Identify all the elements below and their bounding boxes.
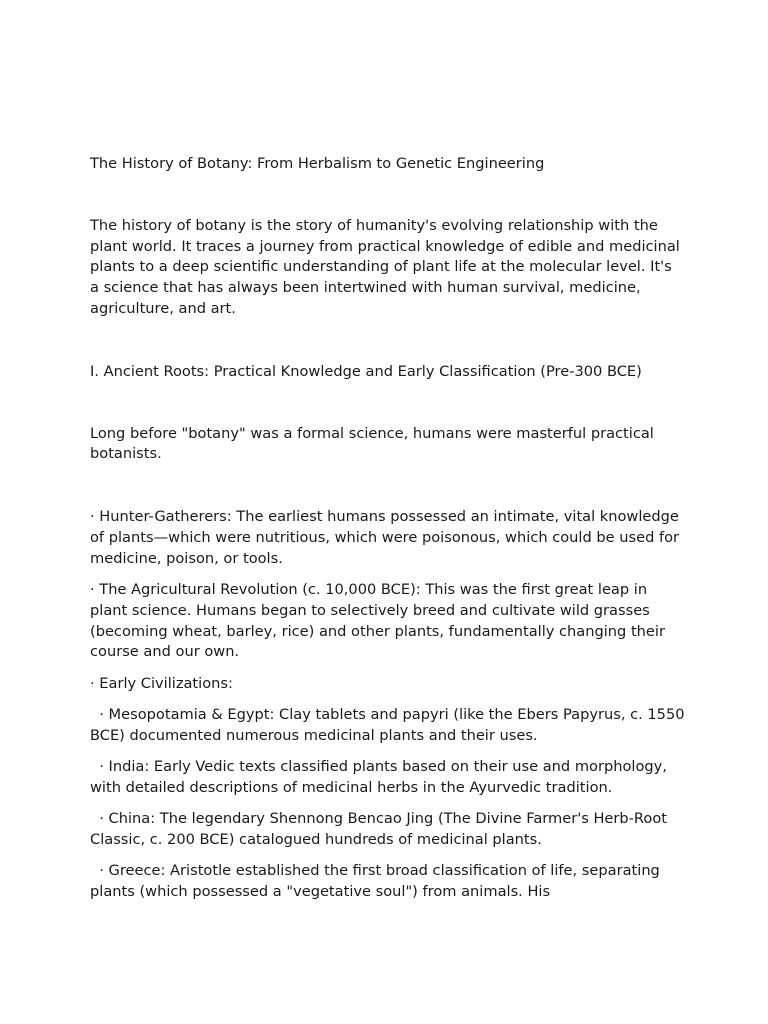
- sublist-item-mesopotamia-egypt: · Mesopotamia & Egypt: Clay tablets and papyri (like the Ebers Papyrus, c. 1550 BCE) documented numerous medicinal plants and their uses.: [90, 706, 685, 744]
- list-item-early-civilizations: · Early Civilizations:: [90, 674, 233, 692]
- list-item-agricultural-revolution: · The Agricultural Revolution (c. 10,000 BCE): This was the first great leap in plant science. Humans began to selectively breed and cultivate wild grasses (becoming wheat, barley, rice) and other plants, fundamentally changing their course and our own.: [90, 581, 665, 661]
- document-title: The History of Botany: From Herbalism to Genetic Engineering: [90, 155, 545, 172]
- section-lead-paragraph: Long before "botany" was a formal science, humans were masterful practical botanists.: [90, 424, 654, 463]
- sublist-item-greece: · Greece: Aristotle established the first broad classification of life, separating plants (which possessed a "vegetative soul") from animals. His: [90, 862, 660, 901]
- sublist-item-china: · China: The legendary Shennong Bencao Jing (The Divine Farmer's Herb-Root Classic, c. 200 BCE) catalogued hundreds of medicinal plants.: [90, 810, 668, 849]
- sublist-item-india: · India: Early Vedic texts classified plants based on their use and morphology, with detailed descriptions of medicinal herbs in the Ayurvedic tradition.: [90, 758, 667, 796]
- list-item-hunter-gatherers: · Hunter-Gatherers: The earliest humans possessed an intimate, vital knowledge of plants—which were nutritious, which were poisonous, which could be used for medicine, poison, or tools.: [90, 508, 680, 567]
- document-page: [90, 154, 685, 913]
- intro-paragraph: The history of botany is the story of humanity's evolving relationship with the plant world. It traces a journey from practical knowledge of edible and medicinal plants to a deep scientific understanding of plant life at the molecular level. It's a science that has always been intertwined with human survival, medicine, agriculture, and art.: [90, 216, 680, 317]
- section-heading: I. Ancient Roots: Practical Knowledge and Early Classification (Pre-300 BCE): [90, 362, 642, 380]
